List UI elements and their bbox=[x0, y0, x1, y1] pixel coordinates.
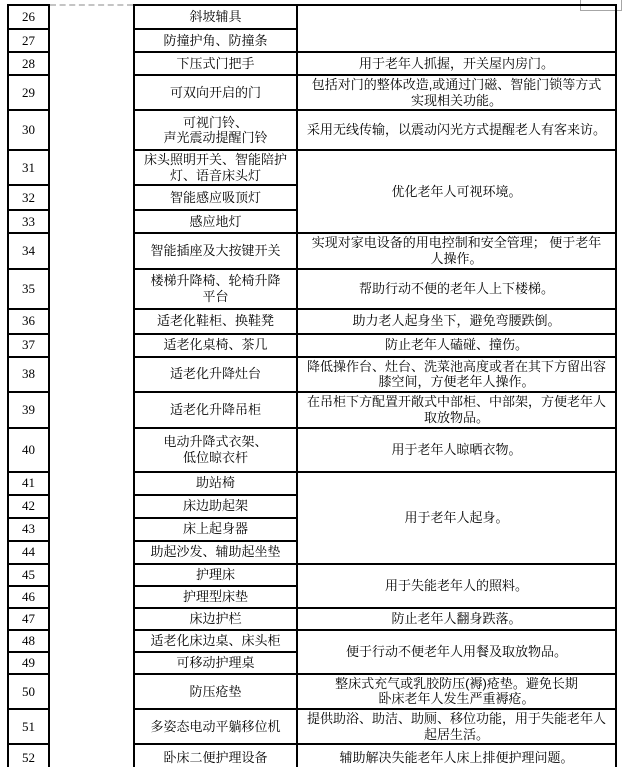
description-cell: 包括对门的整体改造,或通过门磁、智能门锁等方式 实现相关功能。 bbox=[297, 75, 616, 110]
category-cell bbox=[49, 5, 134, 767]
item-name-cell: 床上起身器 bbox=[134, 518, 297, 541]
description-cell: 用于老年人晾晒衣物。 bbox=[297, 428, 616, 472]
item-name-cell: 床头照明开关、智能陪护 灯、语音床头灯 bbox=[134, 150, 297, 185]
item-name-cell: 感应地灯 bbox=[134, 210, 297, 233]
row-number-cell: 43 bbox=[8, 518, 49, 541]
row-number-cell: 35 bbox=[8, 269, 49, 309]
row-number-cell: 50 bbox=[8, 674, 49, 709]
description-cell: 帮助行动不便的老年人上下楼梯。 bbox=[297, 269, 616, 309]
item-name-cell: 多姿态电动平躺移位机 bbox=[134, 709, 297, 744]
description-cell: 用于老年人抓握，开关屋内房门。 bbox=[297, 52, 616, 75]
row-number-cell: 34 bbox=[8, 233, 49, 268]
row-number-cell: 30 bbox=[8, 110, 49, 150]
row-number-cell: 38 bbox=[8, 357, 49, 392]
item-name-cell: 楼梯升降椅、轮椅升降 平台 bbox=[134, 269, 297, 309]
item-name-cell: 床边护栏 bbox=[134, 608, 297, 630]
row-number-cell: 39 bbox=[8, 392, 49, 428]
item-name-cell: 护理床 bbox=[134, 564, 297, 586]
row-number-cell: 40 bbox=[8, 428, 49, 472]
assistive-products-table bbox=[7, 4, 617, 767]
item-name-cell: 适老化升降吊柜 bbox=[134, 392, 297, 428]
description-cell: 优化老年人可视环境。 bbox=[297, 150, 616, 233]
row-number-cell: 49 bbox=[8, 652, 49, 674]
description-cell: 用于老年人起身。 bbox=[297, 472, 616, 564]
description-cell: 在吊柜下方配置开敞式中部柜、中部架，方便老年人 取放物品。 bbox=[297, 392, 616, 428]
description-cell: 整床式充气或乳胶防压(褥)疮垫。避免长期 卧床老年人发生严重褥疮。 bbox=[297, 674, 616, 709]
item-name-cell: 适老化桌椅、茶几 bbox=[134, 334, 297, 357]
row-number-cell: 36 bbox=[8, 309, 49, 334]
row-number-cell: 31 bbox=[8, 150, 49, 185]
item-name-cell: 助站椅 bbox=[134, 472, 297, 495]
item-name-cell: 可移动护理桌 bbox=[134, 652, 297, 674]
description-cell: 辅助解决失能老年人床上排便护理问题。 bbox=[297, 744, 616, 767]
description-cell: 采用无线传输，以震动闪光方式提醒老人有客来访。 bbox=[297, 110, 616, 150]
row-number-cell: 33 bbox=[8, 210, 49, 233]
row-number-cell: 32 bbox=[8, 185, 49, 210]
item-name-cell: 护理型床垫 bbox=[134, 586, 297, 608]
item-name-cell: 下压式门把手 bbox=[134, 52, 297, 75]
row-number-cell: 26 bbox=[8, 5, 49, 29]
row-number-cell: 51 bbox=[8, 709, 49, 744]
description-cell: 用于失能老年人的照料。 bbox=[297, 564, 616, 608]
row-number-cell: 27 bbox=[8, 29, 49, 52]
description-cell: 便于行动不便老年人用餐及取放物品。 bbox=[297, 630, 616, 674]
description-cell: 防止老年人翻身跌落。 bbox=[297, 608, 616, 630]
row-number-cell: 48 bbox=[8, 630, 49, 652]
description-cell: 防止老年人磕碰、撞伤。 bbox=[297, 334, 616, 357]
row-number-cell: 41 bbox=[8, 472, 49, 495]
item-name-cell: 床边助起架 bbox=[134, 495, 297, 518]
row-number-cell: 42 bbox=[8, 495, 49, 518]
item-name-cell: 适老化床边桌、床头柜 bbox=[134, 630, 297, 652]
row-number-cell: 28 bbox=[8, 52, 49, 75]
row-number-cell: 46 bbox=[8, 586, 49, 608]
row-number-cell: 52 bbox=[8, 744, 49, 767]
description-cell: 提供助浴、助洁、助厕、移位功能，用于失能老年人 起居生活。 bbox=[297, 709, 616, 744]
description-cell: 助力老人起身坐下，避免弯腰跌倒。 bbox=[297, 309, 616, 334]
description-cell bbox=[297, 5, 616, 52]
item-name-cell: 可视门铃、 声光震动提醒门铃 bbox=[134, 110, 297, 150]
item-name-cell: 智能感应吸顶灯 bbox=[134, 185, 297, 210]
item-name-cell: 防撞护角、防撞条 bbox=[134, 29, 297, 52]
item-name-cell: 适老化鞋柜、换鞋凳 bbox=[134, 309, 297, 334]
description-cell: 降低操作台、灶台、洗菜池高度或者在其下方留出容 膝空间，方便老年人操作。 bbox=[297, 357, 616, 392]
item-name-cell: 防压疮垫 bbox=[134, 674, 297, 709]
item-name-cell: 卧床二便护理设备 bbox=[134, 744, 297, 767]
row-number-cell: 44 bbox=[8, 541, 49, 564]
row-number-cell: 37 bbox=[8, 334, 49, 357]
description-cell: 实现对家电设备的用电控制和安全管理； 便于老年 人操作。 bbox=[297, 233, 616, 268]
row-number-cell: 29 bbox=[8, 75, 49, 110]
item-name-cell: 可双向开启的门 bbox=[134, 75, 297, 110]
item-name-cell: 电动升降式衣架、 低位晾衣杆 bbox=[134, 428, 297, 472]
row-number-cell: 47 bbox=[8, 608, 49, 630]
item-name-cell: 智能插座及大按键开关 bbox=[134, 233, 297, 268]
table-row bbox=[8, 5, 616, 29]
row-number-cell: 45 bbox=[8, 564, 49, 586]
table-body bbox=[8, 5, 616, 767]
item-name-cell: 助起沙发、辅助起坐垫 bbox=[134, 541, 297, 564]
item-name-cell: 斜坡辅具 bbox=[134, 5, 297, 29]
item-name-cell: 适老化升降灶台 bbox=[134, 357, 297, 392]
